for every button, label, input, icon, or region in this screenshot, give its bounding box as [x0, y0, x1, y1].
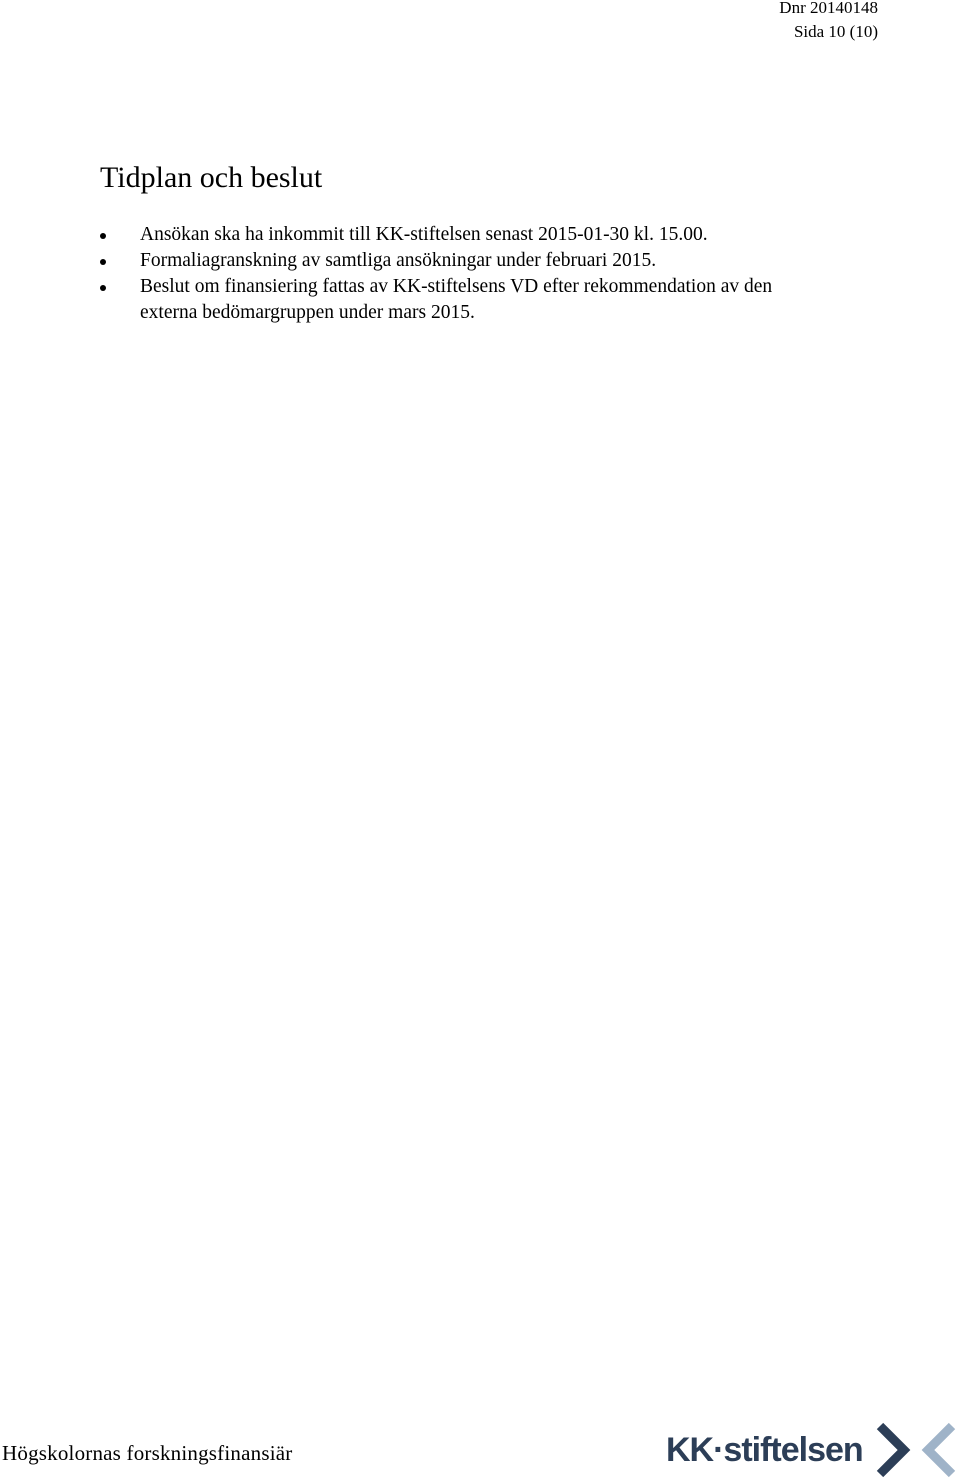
page-number: Sida 10 (10) [793, 22, 878, 41]
footer-tagline: Högskolornas forskningsfinansiär [2, 1441, 293, 1465]
bullet-list [98, 222, 778, 326]
kk-stiftelsen-logo [666, 1422, 958, 1478]
document-number: Dnr 20140148 [779, 0, 878, 17]
logo-chevron-light [928, 1426, 952, 1474]
logo-chevron-icon [874, 1422, 958, 1478]
list-item [98, 248, 778, 274]
list-item [98, 222, 778, 248]
list-item-text: Beslut om finansiering fattas av KK-stiftelsens VD efter rekommendation av den externa bedömargruppen under mars 2015. [140, 276, 773, 323]
logo-wordmark: KK·stiftelsen [666, 1431, 863, 1469]
section-title: Tidplan och beslut [100, 161, 323, 194]
bullet-icon [100, 285, 106, 291]
document-header [779, 0, 878, 44]
logo-chevron-dark [880, 1426, 904, 1474]
bullet-icon [100, 233, 106, 239]
list-item [98, 274, 778, 326]
list-item-text: Formaliagranskning av samtliga ansökningar under februari 2015. [140, 250, 657, 271]
bullet-icon [100, 259, 106, 265]
list-item-text: Ansökan ska ha inkommit till KK-stiftelsen senast 2015-01-30 kl. 15.00. [140, 224, 708, 245]
